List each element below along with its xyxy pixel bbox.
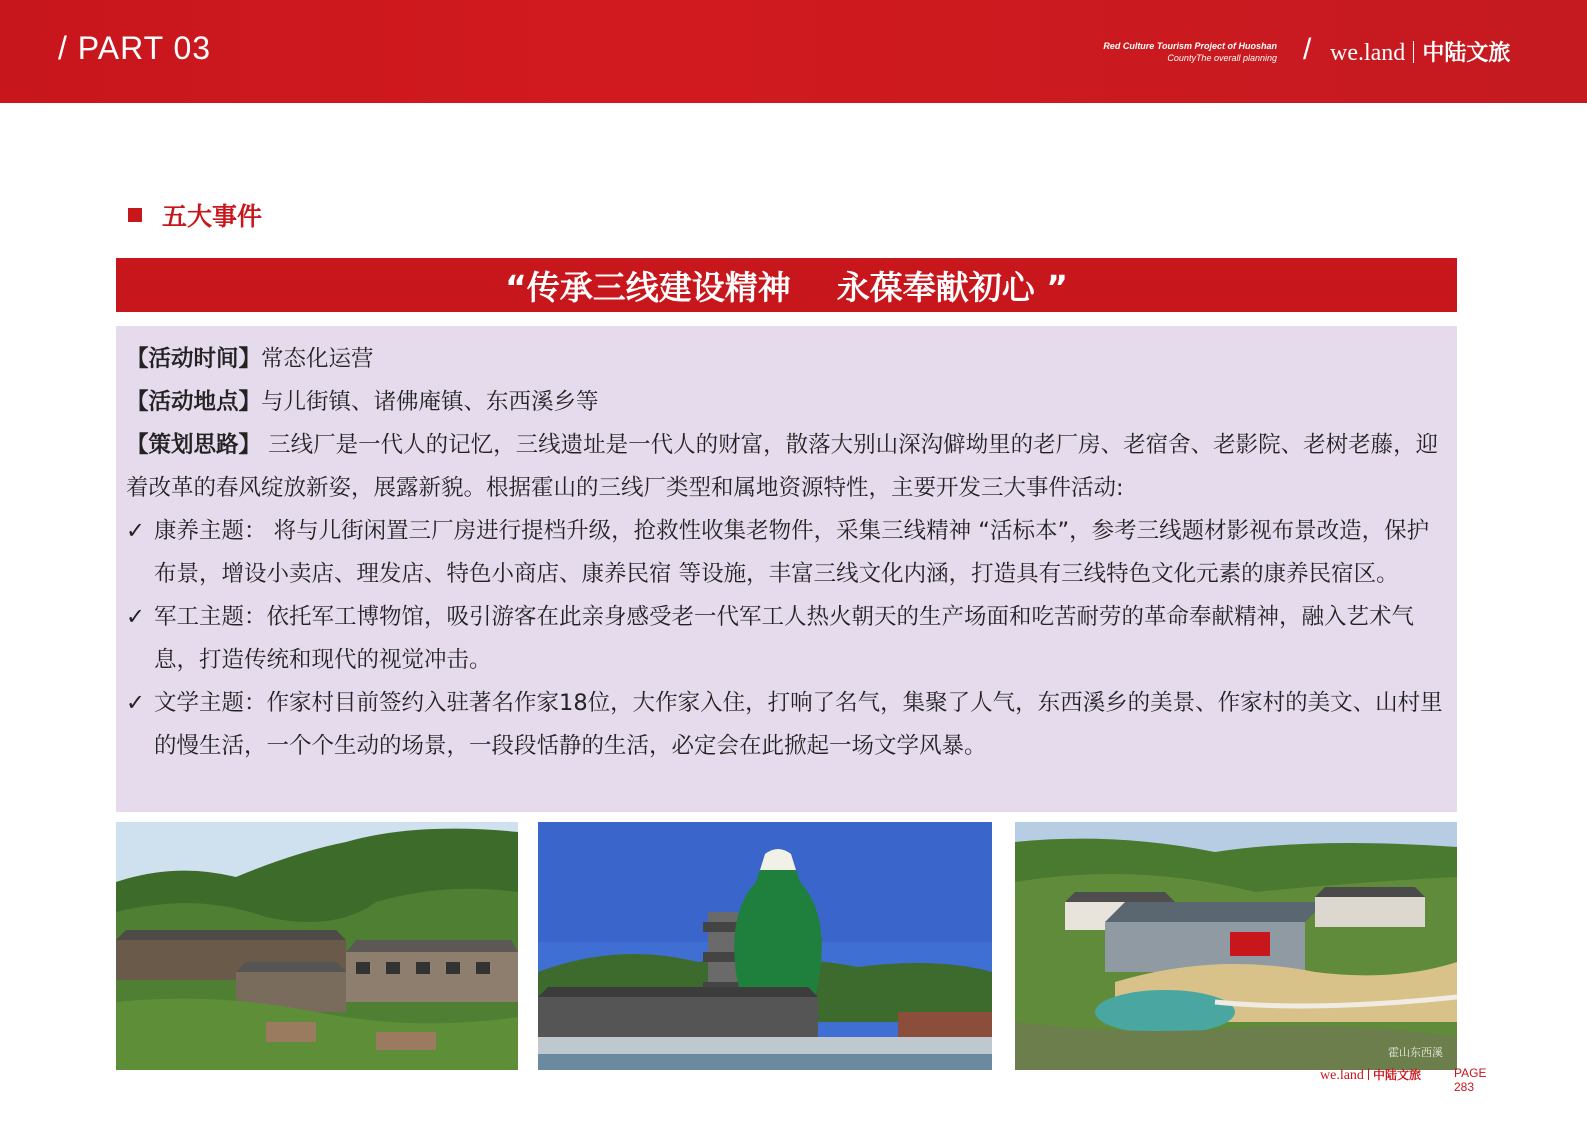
slash-divider: / [1303,33,1312,66]
footer-brand-cn: 中陆文旅 [1372,1068,1421,1082]
activity-place-value: 与儿街镇、诸佛庵镇、东西溪乡等 [261,389,599,415]
check-icon: ✓ [126,604,145,630]
photo-old-factory-village [116,822,518,1070]
planning-idea-tag: 【策划思路】 [126,432,262,458]
planning-idea-paragraph [126,424,1445,510]
check-icon: ✓ [126,690,145,716]
page-number-value: 283 [1454,1080,1475,1094]
square-bullet-icon [128,208,142,222]
list-item [126,682,1445,768]
list-item [126,596,1445,682]
footer-brand-logo [1320,1066,1421,1084]
brand-logo [1330,36,1510,67]
photo-writers-village [1015,822,1457,1070]
brand-divider [1413,41,1414,63]
project-title-line1: Red Culture Tourism Project of Huoshan [1103,41,1277,51]
brand-cn: 中陆文旅 [1422,41,1511,66]
slogan-banner: “传承三线建设精神 永葆奉献初心 ” [116,258,1457,312]
footer-brand-divider [1368,1068,1369,1080]
activity-time-tag: 【活动时间】 [126,346,262,372]
project-title-line2: CountyThe overall planning [1167,53,1277,63]
photo-watermark: 霍山东西溪 [1388,1046,1443,1059]
activity-info-box [116,326,1457,812]
footer-brand-en: we.land [1320,1068,1364,1083]
section-heading [128,200,262,230]
photo-military-museum [538,822,992,1070]
part-label: / PART 03 [58,30,212,66]
theme-military-text: 军工主题：依托军工博物馆，吸引游客在此亲身感受老一代军工人热火朝天的生产场面和吃苦耐劳的革命奉献精神，融入艺术气息，打造传统和现代的视觉冲击。 [154,604,1415,673]
theme-literature-text: 文学主题：作家村目前签约入驻著名作家18位，大作家入住，打响了名气，集聚了人气，东西溪乡的美景、作家村的美文、山村里的慢生活，一个个生动的场景，一段段恬静的生活，必定会在此掀起一场文学风暴。 [154,690,1443,759]
activity-time-row [126,338,1445,381]
section-title: 五大事件 [162,202,263,231]
list-item [126,510,1445,596]
theme-health-text: 康养主题： 将与儿街闲置三厂房进行提档升级，抢救性收集老物件，采集三线精神 “活标本”，参考三线题材影视布景改造，保护布景，增设小卖店、理发店、特色小商店、康养民宿 等设施，丰富三线文化内涵，打造具有三线特色文化元素的康养民宿区。 [154,518,1430,587]
activity-place-tag: 【活动地点】 [126,389,262,415]
header-bar [0,0,1587,103]
activity-place-row [126,381,1445,424]
check-icon: ✓ [126,518,145,544]
planning-idea-text: 三线厂是一代人的记忆，三线遗址是一代人的财富，散落大别山深沟僻坳里的老厂房、老宿舍、老影院、老树老藤，迎着改革的春风绽放新姿，展露新貌。根据霍山的三线厂类型和属地资源特性，主要开发三大事件活动: [126,432,1439,501]
brand-en: we.land [1330,40,1406,66]
page-number [1454,1066,1486,1094]
activity-time-value: 常态化运营 [261,346,374,372]
page-word: PAGE [1454,1066,1487,1080]
